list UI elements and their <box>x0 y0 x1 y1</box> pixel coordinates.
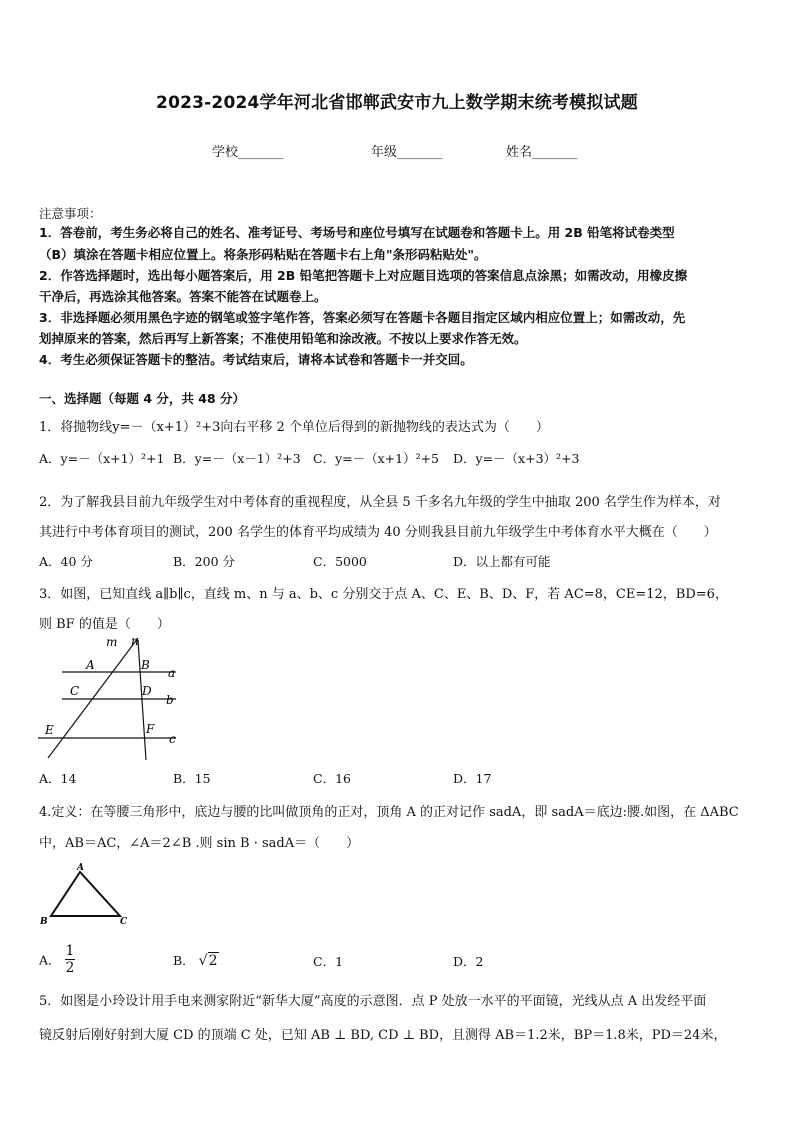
q4-option-a <box>39 943 75 976</box>
section-heading: 一、选择题（每题 4 分，共 48 分） <box>39 391 246 406</box>
q4-option-b <box>173 951 219 969</box>
q1-option-a: A．y=－（x+1）²+1 <box>39 451 165 466</box>
label-A: A <box>86 658 95 672</box>
q3-option-c: C．16 <box>313 771 351 786</box>
grade-field: 年级_______ <box>371 145 443 160</box>
question-5-line: 5．如图是小玲设计用手电来测家附近“新华大厦”高度的示意图．点 P 处放一水平的平面镜，光线从点 A 出发经平面 <box>39 994 707 1009</box>
question-2-line: 2．为了解我县目前九年级学生对中考体育的重视程度，从全县 5 千多名九年级的学生中抽取 200 名学生作为样本，对 <box>39 495 721 510</box>
label-a: a <box>168 666 176 680</box>
notice-line: 3．非选择题必须用黑色字迹的钢笔或签字笔作答，答案必须写在答题卡各题目指定区域内相应位置上；如需改动，先 <box>39 310 686 325</box>
radicand: 2 <box>208 953 218 969</box>
label-b: b <box>166 693 174 707</box>
page-title: 2023-2024学年河北省邯郸武安市九上数学期末统考模拟试题 <box>156 93 638 113</box>
isosceles-triangle-figure <box>36 860 136 930</box>
label-B: B <box>40 917 48 927</box>
q1-option-c: C．y=－（x+1）²+5 <box>313 451 440 466</box>
q2-option-c: C．5000 <box>313 554 367 569</box>
triangle-abc <box>51 872 120 916</box>
notice-heading: 注意事项： <box>39 206 102 221</box>
fraction-numerator: 1 <box>65 943 75 959</box>
notice-line: 2．作答选择题时，选出每小题答案后，用 2B 铅笔把答题卡上对应题目选项的答案信息点涂黑；如需改动，用橡皮擦 <box>39 268 688 283</box>
parallel-lines-figure <box>36 632 196 762</box>
label-m: m <box>106 635 118 649</box>
label-C: C <box>70 684 80 698</box>
school-field: 学校_______ <box>212 145 284 160</box>
notice-line: 4．考生必须保证答题卡的整洁。考试结束后，请将本试卷和答题卡一并交回。 <box>39 352 473 367</box>
question-3-line: 3．如图，已知直线 a∥b∥c，直线 m、n 与 a、b、c 分别交于点 A、C、E、B、D、F，若 AC=8，CE=12，BD=6， <box>39 587 728 602</box>
name-field: 姓名_______ <box>506 145 578 160</box>
q1-option-d: D．y=－（x+3）²+3 <box>453 451 580 466</box>
notice-line: 干净后，再选涂其他答案。答案不能答在试题卷上。 <box>39 289 327 304</box>
label-c: c <box>169 732 176 746</box>
question-3-line: 则 BF 的值是（ ） <box>39 617 170 632</box>
fraction-denominator: 2 <box>65 960 75 976</box>
q4-option-c: C．1 <box>313 954 344 969</box>
notice-line: （B）填涂在答题卡相应位置上。将条形码粘贴在答题卡右上角"条形码粘贴处"。 <box>39 247 487 262</box>
question-5-line: 镜反射后刚好射到大厦 CD 的顶端 C 处，已知 AB ⊥ BD, CD ⊥ BD，且测得 AB＝1.2米，BP＝1.8米，PD＝24米， <box>39 1028 727 1043</box>
question-2-line: 其进行中考体育项目的测试，200 名学生的体育平均成绩为 40 分则我县目前九年级学生中考体育水平大概在（ ） <box>39 525 717 540</box>
q4-option-b-prefix: B． <box>173 953 195 968</box>
q2-option-a: A．40 分 <box>39 554 93 569</box>
q1-option-b: B．y=－（x－1）²+3 <box>173 451 301 466</box>
q3-option-b: B．15 <box>173 771 211 786</box>
notice-line: 划掉原来的答案，然后再写上新答案；不准使用铅笔和涂改液。不按以上要求作答无效。 <box>39 331 527 346</box>
question-4-line: 4.定义：在等腰三角形中，底边与腰的比叫做顶角的正对，顶角 A 的正对记作 sadA，即 sadA＝底边:腰.如图，在 ΔABC <box>39 805 739 820</box>
label-A: A <box>77 863 84 873</box>
label-n: n <box>131 634 139 648</box>
label-F: F <box>146 722 155 736</box>
label-E: E <box>45 723 54 737</box>
q2-option-d: D．以上都有可能 <box>453 554 551 569</box>
question-4-line: 中，AB＝AC，∠A＝2∠B .则 sin B · sadA＝（ ） <box>39 836 360 851</box>
q3-option-a: A．14 <box>39 771 77 786</box>
square-root: √2 <box>198 953 218 969</box>
label-C: C <box>120 917 128 927</box>
label-B: B <box>141 658 150 672</box>
line-m <box>48 638 138 758</box>
label-D: D <box>142 684 152 698</box>
q2-option-b: B．200 分 <box>173 554 236 569</box>
fraction <box>65 943 76 976</box>
q3-option-d: D．17 <box>453 771 492 786</box>
q4-option-d: D．2 <box>453 954 484 969</box>
question-1-stem: 1．将抛物线y=－（x+1）²+3向右平移 2 个单位后得到的新抛物线的表达式为（ ） <box>39 420 549 435</box>
q4-option-a-prefix: A． <box>39 952 61 968</box>
notice-line: 1．答卷前，考生务必将自己的姓名、准考证号、考场号和座位号填写在试题卷和答题卡上。用 2B 铅笔将试卷类型 <box>39 225 675 240</box>
